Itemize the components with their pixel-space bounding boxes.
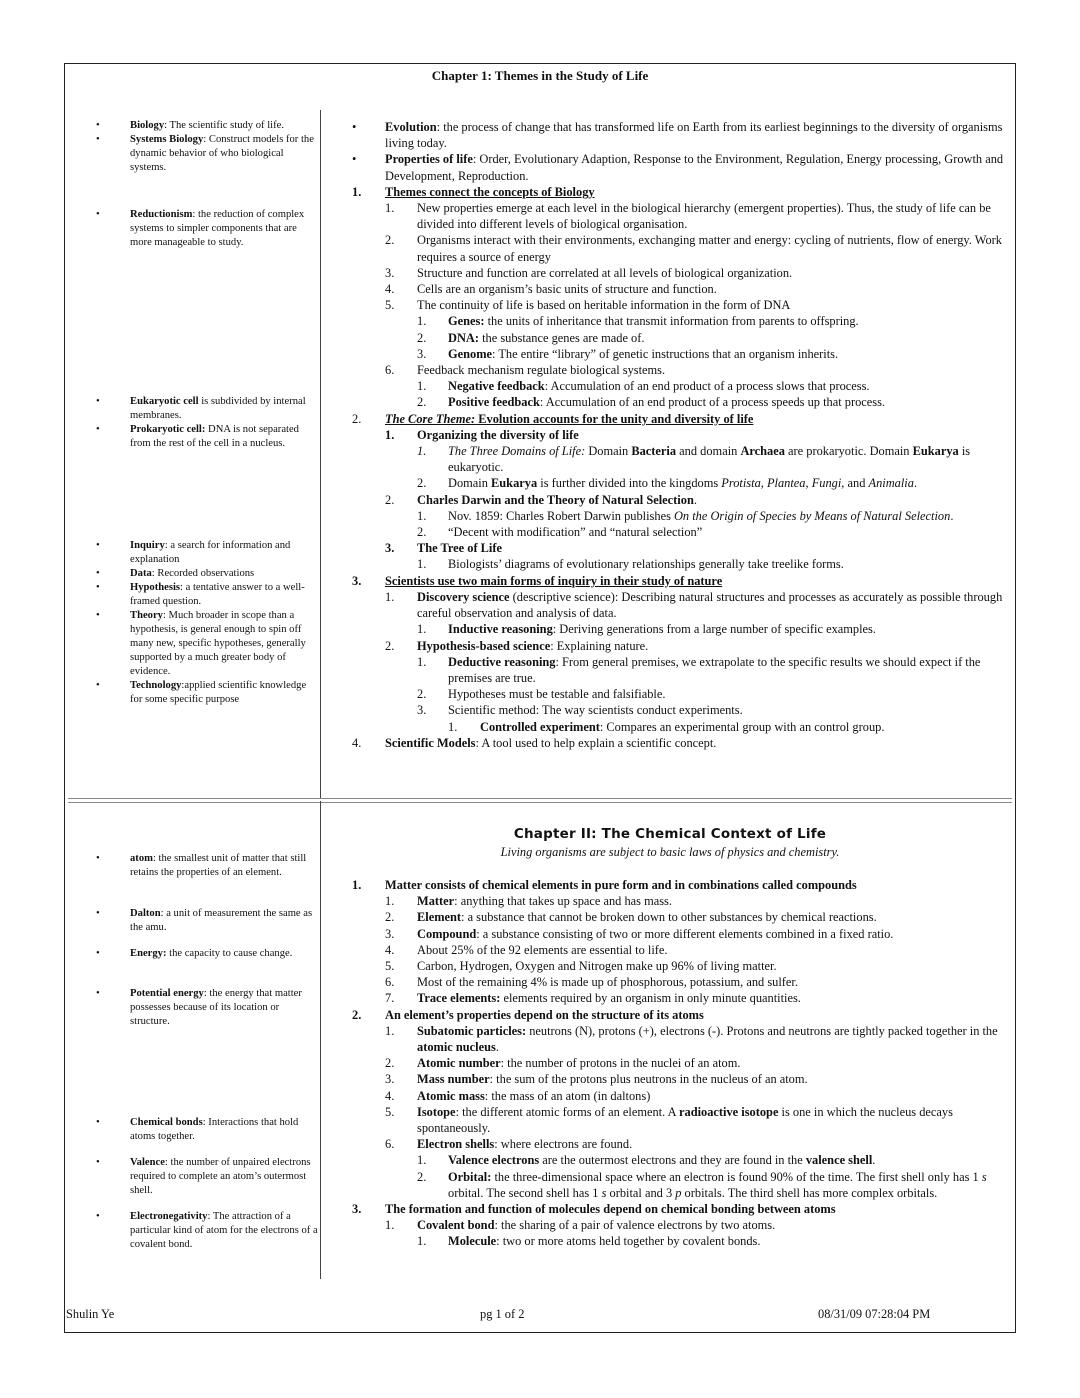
outline-text: Matter: anything that takes up space and has mass. — [417, 894, 672, 909]
outline-marker: 4. — [352, 735, 362, 750]
outline-marker: 1. — [417, 1153, 427, 1168]
outline-item — [352, 926, 1016, 942]
outline-text: Charles Darwin and the Theory of Natural Selection. — [417, 492, 697, 507]
chapter2-title: Chapter II: The Chemical Context of Life — [513, 826, 827, 842]
outline-marker: 1. — [417, 444, 427, 459]
ch2-sidebar-energy — [96, 947, 318, 961]
outline-item — [352, 909, 1016, 925]
outline-item — [352, 958, 1016, 974]
outline-item — [352, 638, 1016, 654]
outline-marker: 1. — [385, 427, 395, 442]
term-label: Valence — [130, 1157, 165, 1168]
outline-marker: 1. — [417, 622, 427, 637]
outline-text: Evolution: the process of change that has transformed life on Earth from its earliest beginnings to the diversity of organisms living today. — [385, 120, 1003, 151]
outline-text: Atomic number: the number of protons in the nuclei of an atom. — [417, 1056, 741, 1071]
outline-marker: 3. — [352, 573, 362, 588]
term-label: Technology — [130, 680, 182, 691]
sidebar-term — [96, 907, 318, 935]
outline-text: Hypotheses must be testable and falsifiable. — [448, 687, 666, 702]
outline-text: About 25% of the 92 elements are essential to life. — [417, 942, 668, 957]
outline-item — [352, 281, 1016, 297]
term-label: Inquiry — [130, 540, 165, 551]
term-definition: : the reduction of complex systems to simpler components that are more manageable to study. — [130, 209, 305, 248]
outline-marker: 3. — [352, 1202, 362, 1217]
outline-item — [352, 119, 1016, 151]
outline-item — [352, 686, 1016, 702]
term-definition: : a tentative answer to a well-framed question. — [130, 582, 305, 607]
outline-marker: 1. — [417, 654, 427, 669]
outline-marker: 2. — [385, 910, 395, 925]
outline-marker: 2. — [385, 638, 395, 653]
outline-text: Biologists’ diagrams of evolutionary relationships generally take treelike forms. — [448, 557, 844, 572]
outline-text: Covalent bond: the sharing of a pair of valence electrons by two atoms. — [417, 1218, 776, 1233]
term-label: Systems Biology — [130, 134, 204, 145]
outline-item — [352, 313, 1016, 329]
outline-text: Matter consists of chemical elements in pure form and in combinations called compounds — [385, 878, 857, 892]
outline-item — [352, 893, 1016, 909]
term-label: Eukaryotic cell — [130, 396, 199, 407]
outline-text: Subatomic particles: neutrons (N), protons (+), electrons (-). Protons and neutrons are tightly packed together in the atomic nucleus. — [417, 1023, 998, 1055]
outline-text: Discovery science (descriptive science): Describing natural structures and processes as accurately as possible through careful observation and analysis of data. — [417, 589, 1003, 621]
column-divider-top — [320, 110, 321, 798]
outline-text: Mass number: the sum of the protons plus neutrons in the nucleus of an atom. — [417, 1072, 808, 1087]
outline-item — [352, 974, 1016, 990]
term-definition: DNA is not separated from the rest of the cell in a nucleus. — [130, 424, 299, 449]
term-label: atom — [130, 853, 153, 864]
sidebar-term — [96, 581, 318, 609]
outline-text: An element’s properties depend on the structure of its atoms — [385, 1007, 704, 1022]
outline-text: Compound: a substance consisting of two or more different elements combined in a fixed ratio. — [417, 926, 894, 941]
footer-timestamp: 08/31/09 07:28:04 PM — [818, 1307, 931, 1321]
term-definition: : Recorded observations — [151, 568, 255, 579]
outline-text: Most of the remaining 4% is made up of phosphorous, potassium, and sulfer. — [417, 975, 798, 990]
outline-item — [352, 573, 1016, 589]
outline-text: The continuity of life is based on heritable information in the form of DNA — [417, 298, 791, 313]
outline-item — [352, 735, 1016, 751]
outline-item — [352, 346, 1016, 362]
outline-marker: 1. — [417, 557, 427, 572]
outline-item — [352, 1233, 1016, 1249]
outline-item — [352, 1023, 1016, 1055]
outline-text: Controlled experiment: Compares an experimental group with an control group. — [480, 719, 885, 734]
outline-item — [352, 654, 1016, 686]
outline-text: The formation and function of molecules depend on chemical bonding between atoms — [385, 1202, 836, 1217]
outline-text: Cells are an organism’s basic units of structure and function. — [417, 282, 717, 297]
footer-page-number: pg 1 of 2 — [480, 1307, 525, 1321]
outline-marker: 1. — [352, 184, 362, 199]
term-label: Electronegativity — [130, 1211, 208, 1222]
ch1-sidebar-group-2 — [96, 208, 318, 250]
sidebar-term — [96, 423, 318, 451]
outline-marker: 7. — [385, 991, 395, 1006]
term-label: Prokaryotic cell: — [130, 424, 206, 435]
ch2-sidebar-atom — [96, 852, 318, 880]
outline-text: Atomic mass: the mass of an atom (in daltons) — [417, 1088, 651, 1103]
outline-marker: 5. — [385, 959, 395, 974]
outline-marker: 6. — [385, 975, 395, 990]
outline-marker: 3. — [385, 1072, 395, 1087]
sidebar-term — [96, 852, 318, 880]
outline-text: Scientific Models: A tool used to help explain a scientific concept. — [385, 735, 717, 750]
outline-text: Organisms interact with their environments, exchanging matter and energy: cycling of nutrients, flow of energy. Work requires a source of energy — [417, 233, 1002, 264]
outline-item — [352, 1007, 1016, 1023]
sidebar-term — [96, 208, 318, 250]
outline-item — [352, 427, 1016, 443]
outline-marker: 1. — [385, 201, 395, 216]
term-definition: the capacity to cause change. — [166, 948, 293, 959]
outline-text: Hypothesis-based science: Explaining nature. — [417, 638, 649, 653]
outline-text: Genes: the units of inheritance that transmit information from parents to offspring. — [448, 314, 859, 329]
outline-text: Organizing the diversity of life — [417, 427, 579, 442]
outline-text: Feedback mechanism regulate biological systems. — [417, 363, 666, 378]
outline-text: Nov. 1859: Charles Robert Darwin publishes On the Origin of Species by Means of Natural Selection. — [448, 508, 954, 523]
outline-item — [352, 443, 1016, 475]
outline-text: The Core Theme: Evolution accounts for the unity and diversity of life — [385, 411, 754, 426]
outline-text: Inductive reasoning: Deriving generations from a large number of specific examples. — [448, 622, 876, 637]
outline-item — [352, 330, 1016, 346]
outline-item — [352, 232, 1016, 264]
outline-item — [352, 877, 1016, 893]
outline-text: Domain Eukarya is further divided into the kingdoms Protista, Plantea, Fungi, and Animalia. — [448, 476, 918, 491]
outline-text: Electron shells: where electrons are found. — [417, 1137, 633, 1152]
outline-marker: 1. — [417, 314, 427, 329]
outline-item — [352, 362, 1016, 378]
sidebar-term — [96, 395, 318, 423]
outline-marker: 3. — [385, 265, 395, 280]
outline-item — [352, 265, 1016, 281]
outline-item — [352, 990, 1016, 1006]
section-separator — [68, 798, 1012, 803]
footer-author: Shulin Ye — [66, 1307, 115, 1321]
outline-item — [352, 394, 1016, 410]
outline-marker: 1. — [352, 878, 362, 892]
term-definition: : Interactions that hold atoms together. — [130, 1117, 299, 1142]
outline-marker: 3. — [417, 346, 427, 361]
term-definition: : Much broader in scope than a hypothesis, is general enough to spin off many new, specific hypotheses, generally supported by a much greater body of evidence. — [130, 610, 306, 677]
term-label: Reductionism — [130, 209, 193, 220]
outline-text: Structure and function are correlated at all levels of biological organization. — [417, 265, 793, 280]
term-label: Potential energy — [130, 988, 204, 999]
outline-marker: 6. — [385, 1137, 395, 1152]
outline-marker: 1. — [385, 589, 395, 604]
outline-item — [352, 1169, 1016, 1201]
sidebar-term — [96, 1116, 318, 1144]
outline-text: Valence electrons are the outermost electrons and they are found in the valence shell. — [448, 1153, 876, 1168]
chapter2-subtitle: Living organisms are subject to basic laws of physics and chemistry. — [500, 845, 840, 859]
outline-item — [352, 702, 1016, 718]
outline-text: Scientists use two main forms of inquiry in their study of nature — [385, 573, 723, 588]
outline-text: Scientific method: The way scientists conduct experiments. — [448, 703, 743, 718]
sidebar-term — [96, 133, 318, 175]
column-divider-bottom — [320, 801, 321, 1279]
outline-item — [352, 1104, 1016, 1136]
outline-marker: 2. — [417, 476, 427, 491]
outline-item — [352, 1055, 1016, 1071]
term-label: Biology — [130, 120, 165, 131]
outline-item — [352, 378, 1016, 394]
sidebar-term — [96, 987, 318, 1029]
outline-item — [352, 151, 1016, 183]
outline-item — [352, 1217, 1016, 1233]
outline-marker: 4. — [385, 282, 395, 297]
term-definition: : the smallest unit of matter that still retains the properties of an element. — [130, 853, 307, 878]
outline-item — [352, 475, 1016, 491]
outline-text: Themes connect the concepts of Biology — [385, 184, 595, 199]
outline-text: Deductive reasoning: From general premises, we extrapolate to the specific results we should expect if the premises are true. — [448, 654, 981, 685]
outline-text: DNA: the substance genes are made of. — [448, 330, 645, 345]
term-label: Energy: — [130, 948, 167, 959]
outline-marker: 5. — [385, 1104, 395, 1119]
outline-marker: 1. — [385, 1218, 395, 1233]
outline-item — [352, 524, 1016, 540]
sidebar-term — [96, 539, 318, 567]
outline-item — [352, 492, 1016, 508]
ch2-sidebar-chemical-bonds — [96, 1116, 318, 1144]
sidebar-term — [96, 1210, 318, 1252]
chapter1-title: Chapter 1: Themes in the Study of Life — [431, 68, 649, 83]
term-definition: :applied scientific knowledge for some specific purpose — [130, 680, 307, 705]
outline-text: Carbon, Hydrogen, Oxygen and Nitrogen make up 96% of living matter. — [417, 959, 777, 974]
outline-marker: • — [352, 120, 357, 134]
outline-text: Genome: The entire “library” of genetic instructions that an organism inherits. — [448, 346, 839, 361]
outline-marker: 5. — [385, 298, 395, 313]
term-definition: : a search for information and explanation — [130, 540, 291, 565]
outline-item — [352, 1201, 1016, 1217]
outline-marker: 2. — [417, 687, 427, 702]
term-label: Hypothesis — [130, 582, 181, 593]
term-definition: : the number of unpaired electrons required to complete an atom’s outermost shell. — [130, 1157, 311, 1196]
outline-marker: 2. — [417, 1169, 427, 1184]
term-label: Data — [130, 568, 152, 579]
outline-item — [352, 942, 1016, 958]
ch1-sidebar-group-4 — [96, 539, 318, 707]
outline-marker: 1. — [448, 719, 458, 734]
sidebar-term — [96, 679, 318, 707]
sidebar-term — [96, 609, 318, 679]
ch2-sidebar-electronegativity — [96, 1210, 318, 1252]
outline-text: The Tree of Life — [417, 541, 502, 556]
outline-marker: 1. — [385, 894, 395, 909]
outline-item — [352, 184, 1016, 200]
outline-item — [352, 1136, 1016, 1152]
outline-marker: 2. — [385, 233, 395, 248]
outline-text: Trace elements: elements required by an organism in only minute quantities. — [417, 991, 801, 1006]
outline-marker: 2. — [385, 492, 395, 507]
outline-marker: 1. — [417, 508, 427, 523]
sidebar-term — [96, 119, 318, 133]
outline-item — [352, 411, 1016, 427]
outline-marker: 1. — [417, 1234, 427, 1249]
term-definition: : Construct models for the dynamic behavior of who biological systems. — [130, 134, 314, 173]
outline-marker: 4. — [385, 1088, 395, 1103]
outline-item — [352, 1152, 1016, 1168]
outline-marker: 2. — [417, 525, 427, 540]
outline-item — [352, 540, 1016, 556]
outline-marker: 2. — [385, 1056, 395, 1071]
term-definition: is subdivided by internal membranes. — [130, 396, 306, 421]
ch2-main-outline — [352, 877, 1016, 1250]
outline-item — [352, 508, 1016, 524]
term-definition: : a unit of measurement the same as the amu. — [130, 908, 313, 933]
outline-item — [352, 297, 1016, 313]
outline-text: Negative feedback: Accumulation of an end product of a process slows that process. — [448, 379, 870, 394]
outline-text: The Three Domains of Life: Domain Bacteria and domain Archaea are prokaryotic. Domain Eukarya is eukaryotic. — [448, 444, 971, 475]
outline-item — [352, 556, 1016, 572]
outline-item — [352, 589, 1016, 621]
term-label: Theory — [130, 610, 163, 621]
term-definition: : the energy that matter possesses because of its location or structure. — [130, 988, 302, 1027]
term-label: Dalton — [130, 908, 161, 919]
outline-marker: 2. — [352, 411, 362, 426]
outline-marker: 4. — [385, 942, 395, 957]
outline-text: Positive feedback: Accumulation of an end product of a process speeds up that process. — [448, 395, 886, 410]
sidebar-term — [96, 1156, 318, 1198]
outline-text: Molecule: two or more atoms held together by covalent bonds. — [448, 1234, 761, 1249]
outline-marker: 6. — [385, 363, 395, 378]
outline-item — [352, 719, 1016, 735]
outline-marker: 3. — [385, 541, 395, 556]
outline-marker: 3. — [385, 926, 395, 941]
sidebar-term — [96, 567, 318, 581]
outline-text: Element: a substance that cannot be broken down to other substances by chemical reactions. — [417, 910, 877, 925]
outline-item — [352, 1071, 1016, 1087]
ch1-sidebar-group-3 — [96, 395, 318, 451]
term-definition: : The scientific study of life. — [164, 120, 284, 131]
outline-marker: 2. — [417, 330, 427, 345]
outline-marker: • — [352, 152, 357, 167]
term-definition: : The attraction of a particular kind of atom for the electrons of a covalent bond. — [130, 1211, 318, 1250]
ch1-sidebar-group-1 — [96, 119, 318, 175]
outline-marker: 1. — [385, 1023, 395, 1038]
ch2-sidebar-potential-energy — [96, 987, 318, 1029]
ch2-sidebar-dalton — [96, 907, 318, 935]
outline-marker: 2. — [417, 395, 427, 410]
outline-item — [352, 1088, 1016, 1104]
outline-marker: 3. — [417, 703, 427, 718]
outline-text: Orbital: the three-dimensional space where an electron is found 90% of the time. The first shell only has 1 s orbital. The second shell has 1 s orbital and 3 p orbitals. The third shell has more complex orbitals. — [448, 1169, 987, 1200]
outline-item — [352, 200, 1016, 232]
outline-text: Properties of life: Order, Evolutionary Adaption, Response to the Environment, Regulation, Energy processing, Growth and Development, Reproduction. — [385, 152, 1004, 183]
outline-marker: 2. — [352, 1007, 362, 1022]
outline-item — [352, 621, 1016, 637]
outline-text: New properties emerge at each level in the biological hierarchy (emergent properties). Thus, the study of life can be divided into different levels of biological organisation. — [417, 201, 991, 232]
outline-text: “Decent with modification” and “natural selection” — [448, 525, 703, 540]
term-label: Chemical bonds — [130, 1117, 203, 1128]
sidebar-term — [96, 947, 318, 961]
outline-text: Isotope: the different atomic forms of an element. A radioactive isotope is one in which the nucleus decays spontaneously. — [417, 1104, 953, 1136]
ch1-main-outline — [352, 119, 1016, 751]
ch2-sidebar-valence — [96, 1156, 318, 1198]
outline-marker: 1. — [417, 379, 427, 394]
